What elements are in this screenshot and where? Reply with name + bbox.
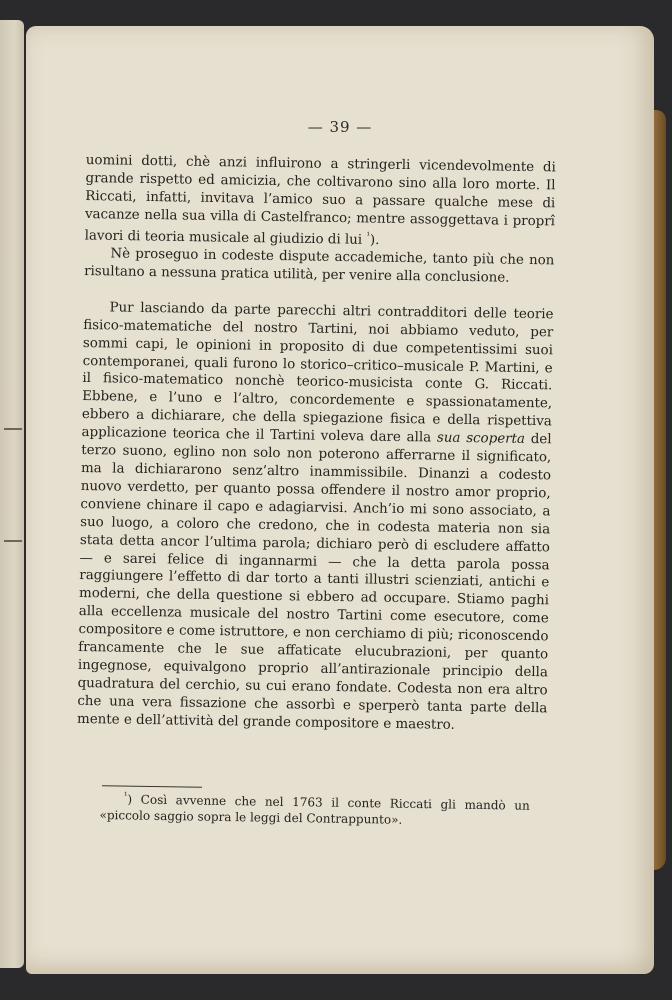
paragraph-3 <box>77 299 554 736</box>
footnote-text: ) Così avvenne che nel 1763 il conte Riccati gli mandò un «piccolo saggio sopra le leggi del Contrappunto». <box>99 792 530 827</box>
body-text <box>77 152 556 736</box>
italic-phrase: sua scoperta <box>436 430 526 448</box>
page-number: — 39 — <box>307 118 373 136</box>
footnote-reference: ¹ <box>366 231 371 242</box>
footnote-line <box>99 788 529 830</box>
paragraph-text: del terzo suono, eglino non solo non poterono afferrarne il significato, ma la dichiararono senz’altro inammissibile. Dinanzi a codesto nuovo verdetto, per quanto possa offendere il nostro amor proprio, conviene chinare il capo e adagiarvisi. Anch’io mi sono associato, a suo luogo, a coloro che credono, che in codesta materia non sia stata detta ancor l’ultima parola; dichiaro però di escludere affatto — e sarei felice di ingannarmi — che la detta parola possa raggiungere l’effetto di dar torto a tanti illustri scienziati, antichi e moderni, che della questione si ebbero ad occupare. Stiamo paghi alla eccellenza musicale del nostro Tartini come esecutore, come compositore e come istruttore, e non cerchiamo di più; riconoscendo francamente che le sue affaticate elucubrazioni, per quanto ingegnose, equivalgono proprio all’antirazionale principio della quadratura del cerchio, su cui erano fondate. Codesta non era altro che una vera fissazione che assorbì e sperperò tanta parte della mente e dell’attività del grande compositore e maestro. <box>76 432 552 733</box>
binding-mark <box>4 428 22 430</box>
footnote-mark: ¹ <box>123 791 128 802</box>
binding-mark <box>4 540 22 542</box>
previous-page-edge <box>0 20 24 968</box>
paragraph-text: ). <box>369 232 380 248</box>
paragraph-1 <box>85 152 556 252</box>
footnote <box>99 788 529 830</box>
paragraph-text: Pur lasciando da parte parecchi altri contradditori delle teorie fisico-matematiche del nostro Tartini, noi abbiamo veduto, per sommi capi, le opinioni in proposito di due competentissimi suoi contemporanei, quali furono lo storico–critico–musicale P. Martini, e il fisico-matematico nonchè teorico-musicista conte G. Riccati. Ebbene, e l’uno e l’altro, concordemente e spassionatamente, ebbero a dichiarare, che della spiegazione fisica e della rispettiva applicazione teorica che il Tartini voleva dare alla <box>81 300 554 446</box>
paragraph-text: uomini dotti, chè anzi influirono a stringerli vicendevolmente di grande rispetto ed amicizia, che coltivarono sino alla loro morte. Il Riccati, infatti, invitava l’amico suo a passare qualche mese di vacanze nella sua villa di Castelfranco; mentre assoggettava i proprî lavori di teoria musicale al giudizio di lui <box>84 152 556 248</box>
paragraph-2: Nè proseguo in codeste dispute accademiche, tanto più che non risultano a nessuna pratica utilità, per venire alla conclusione. <box>84 246 555 286</box>
